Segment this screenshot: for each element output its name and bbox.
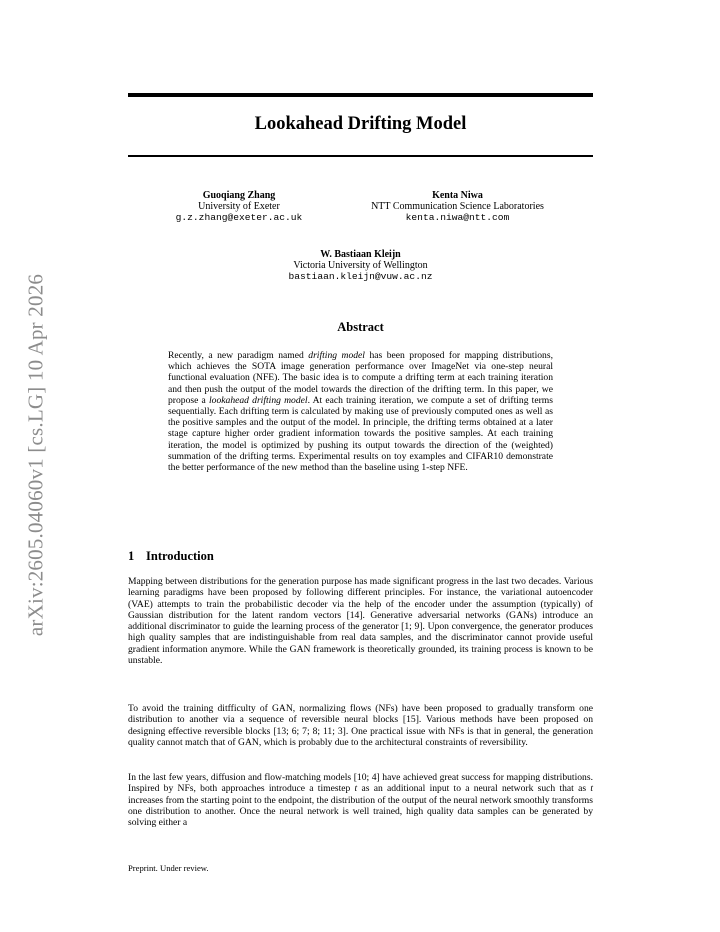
author-affiliation: University of Exeter bbox=[198, 201, 280, 212]
author-email: bastiaan.kleijn@vuw.ac.nz bbox=[288, 271, 433, 282]
body-paragraph: To avoid the training ditfficulty of GAN, normalizing flows (NFs) have been proposed to gradually transform one distribution to another via a sequence of reversible neural blocks [15]. Various methods have been proposed on designing effective reversible blocks [13; 6; 7; 8; 11; 3]. One practical issue with NFs is that in general, the generation quality cannot match that of GAN, which is probably due to the architectural constraints of reversibility. bbox=[128, 703, 593, 748]
abstract-text: has been proposed for mapping distributions, which achieves the SOTA image generation performance over ImageNet via one-step neural functional evaluation (NFE). The basic idea is to compute a drifting term at each training iteration and then push the output of the model towards the direction of the drifting term. In this paper, we propose a bbox=[168, 350, 553, 406]
section-heading bbox=[128, 549, 214, 564]
title-bottom-rule bbox=[128, 155, 593, 157]
author-name: W. Bastiaan Kleijn bbox=[320, 249, 401, 260]
author-block bbox=[128, 190, 350, 223]
author-email: g.z.zhang@exeter.ac.uk bbox=[175, 212, 303, 223]
body-paragraph bbox=[128, 772, 593, 828]
author-block bbox=[128, 249, 593, 282]
paragraph-text: In the last few years, diffusion and flow-matching models [10; 4] have achieved great success for mapping distributions. Inspired by NFs, both approaches introduce a timestep bbox=[128, 772, 593, 795]
abstract-text: . At each training iteration, we compute a set of drifting terms sequentially. Each drifting term is calculated by making use of previously computed ones as well as the positive samples and the output of the model. In principle, the drifting terms obtained at a later stage capture higher order gradient information towards the positive samples. At each training iteration, the model is optimized by pushing its output towards the direction of the (weighted) summation of the drifting terms. Experimental results on toy examples and CIFAR10 demonstrate the better performance of the new method than the baseline using 1-step NFE. bbox=[168, 394, 553, 474]
paragraph-text: as an additional input to a neural network such that as bbox=[357, 783, 591, 795]
abstract-heading: Abstract bbox=[337, 320, 384, 334]
section-number: 1 bbox=[128, 549, 135, 563]
body-paragraph: Mapping between distributions for the generation purpose has made significant progress in the last two decades. Various learning paradigms have been proposed by following different principles. For instance, the variational autoencoder (VAE) attempts to train the probabilistic decoder via the help of the encoder under the assumption (typically) of Gaussian distribution for the latent random vectors [14]. Generative adversarial networks (GANs) introduce an additional discriminator to guide the learning process of the generator [1; 9]. Upon convergence, the generator produces high quality samples that are indistinguishable from real data samples, and the discriminator cannot provide useful gradient information anymore. While the GAN framework is theoretically grounded, its training process is known to be unstable. bbox=[128, 576, 593, 667]
abstract-emphasis: lookahead drifting model bbox=[209, 394, 308, 406]
abstract-text: Recently, a new paradigm named bbox=[168, 350, 309, 361]
abstract-emphasis: drifting model bbox=[308, 350, 365, 361]
author-name: Kenta Niwa bbox=[432, 190, 483, 201]
math-variable: t bbox=[354, 783, 358, 795]
math-variable: t bbox=[590, 783, 593, 795]
author-name: Guoqiang Zhang bbox=[202, 190, 276, 201]
paragraph-text: increases from the starting point to the endpoint, the distribution of the output of the neural network smoothly transforms one distribution to another. Once the neural network is well trained, high quality data samples can be generated by solving either a bbox=[128, 794, 593, 829]
section-title: Introduction bbox=[146, 549, 214, 563]
author-affiliation: Victoria University of Wellington bbox=[293, 260, 428, 271]
page-footer: Preprint. Under review. bbox=[128, 863, 209, 873]
title-top-rule bbox=[128, 93, 593, 97]
abstract-body bbox=[168, 350, 553, 473]
paper-title: Lookahead Drifting Model bbox=[254, 114, 467, 134]
author-email: kenta.niwa@ntt.com bbox=[405, 212, 510, 223]
author-affiliation: NTT Communication Science Laboratories bbox=[371, 201, 544, 212]
arxiv-identifier-stamp: arXiv:2605.04060v1 [cs.LG] 10 Apr 2026 bbox=[23, 273, 48, 637]
author-block bbox=[350, 190, 565, 223]
